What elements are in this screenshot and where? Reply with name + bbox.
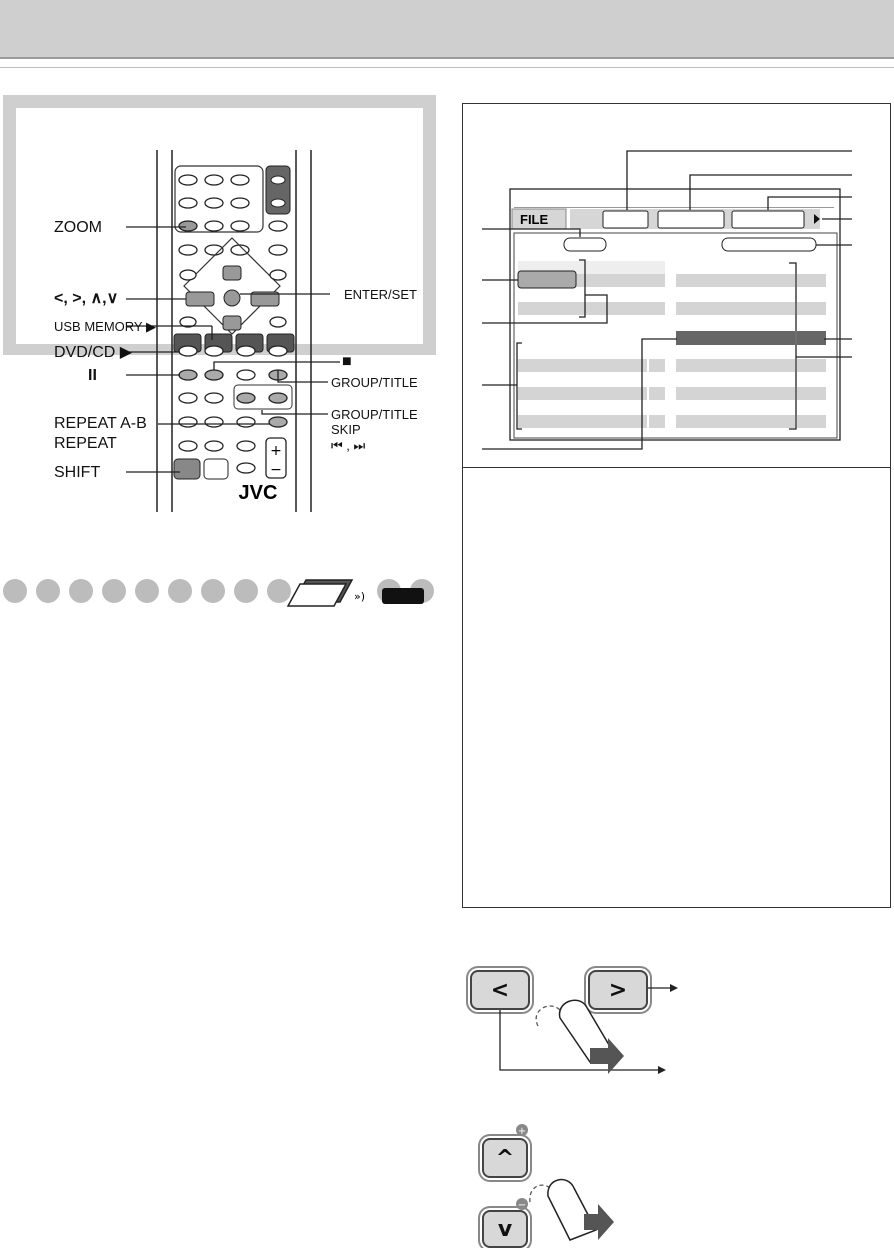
group-title-skip-label: GROUP/TITLE [331,407,418,422]
cursor-right-button[interactable]: > [588,970,648,1010]
svg-text:−: − [517,1200,527,1211]
file-label: FILE [520,212,549,227]
skip-label: SKIP [331,422,361,437]
zoom-label: ZOOM [54,219,102,236]
cursor-down-button[interactable]: v [482,1210,528,1248]
skip-symbols-label: ⏮ , ⏭ [331,438,366,453]
group-title-label: GROUP/TITLE [331,375,418,390]
cursor-left-button[interactable]: < [470,970,530,1010]
svg-text:+: + [270,443,282,459]
pause-label: II [88,367,97,384]
repeat-ab-label: REPEAT A-B [54,415,147,432]
svg-text:+: + [517,1126,527,1137]
dvd-cd-label: DVD/CD ▶ [54,344,133,361]
repeat-label: REPEAT [54,435,117,452]
brand-logo: JVC [238,482,278,504]
cursor-up-button[interactable]: ^ [482,1138,528,1178]
stop-label: ■ [342,353,352,370]
cursor-label: <, >, ∧,∨ [54,290,119,307]
shift-label: SHIFT [54,464,101,481]
press-hand-illustration-2 [510,1122,630,1242]
usb-memory-label: USB MEMORY ▶ [54,319,156,334]
enter-set-label: ENTER/SET [344,287,417,302]
press-hand-illustration [480,980,690,1080]
svg-text:»): ») [354,590,366,603]
svg-text:−: − [270,462,282,478]
usb-device-icon [284,572,434,612]
file-control-screen-diagram [462,103,891,468]
